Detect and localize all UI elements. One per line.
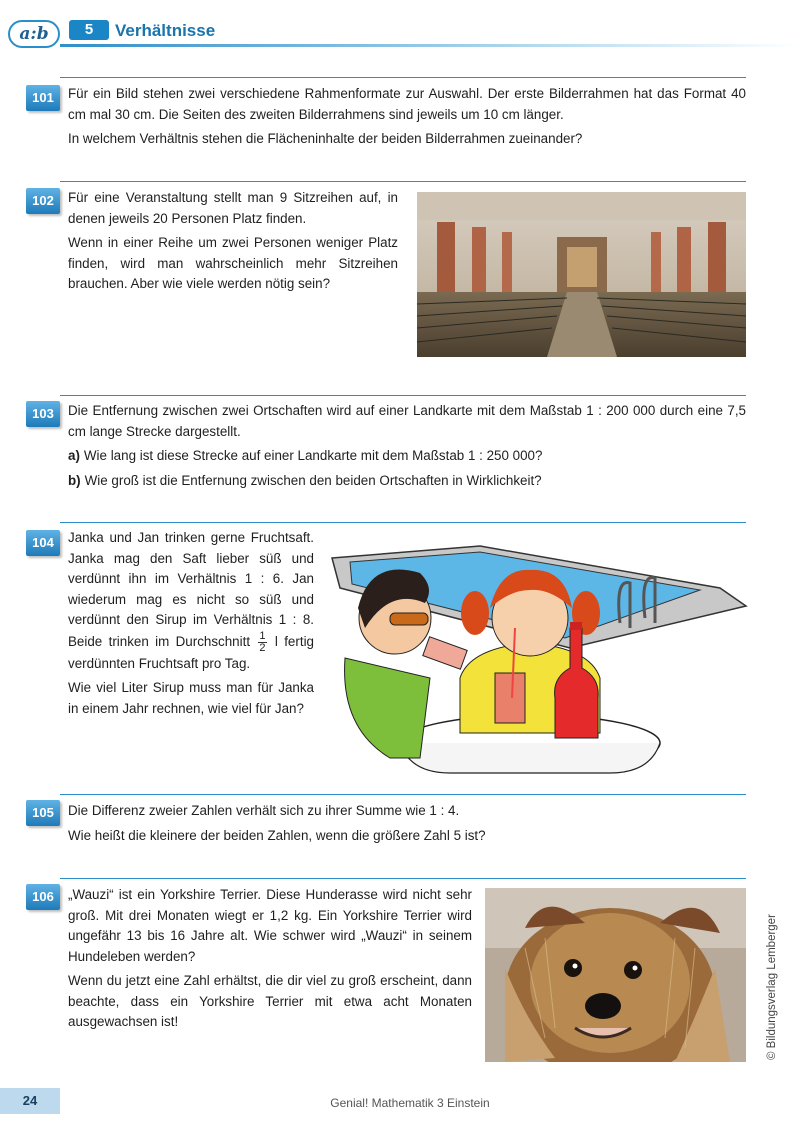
task-103-item-a	[68, 446, 746, 467]
task-106-paragraph: „Wauzi“ ist ein Yorkshire Terrier. Diese Hunderasse wird nicht sehr groß. Mit drei Monaten wiegt er 1,2 kg. Ein Yorkshire Terrier wird ungefähr 13 bis 16 Jahre alt. Wie schwer wird „Wauzi“ in seinem Hundeleben werden?	[68, 887, 472, 964]
header-rule	[60, 44, 800, 47]
task-106-rule	[60, 878, 746, 879]
task-103-text	[68, 401, 746, 495]
task-104-question: Wie viel Liter Sirup muss man für Janka in einem Jahr rechnen, wie viel für Jan?	[68, 680, 314, 716]
fraction-denominator: 2	[259, 641, 266, 654]
task-103-item-b-label: b)	[68, 472, 81, 488]
task-102-rule	[60, 181, 746, 182]
task-102-paragraph: Für eine Veranstaltung stellt man 9 Sitzreihen auf, in denen jeweils 20 Personen Platz finden.	[68, 190, 398, 226]
fraction-numerator: 1	[259, 629, 266, 642]
task-104-text	[68, 528, 314, 723]
task-106-number: 106	[26, 884, 60, 910]
task-104-text-before: Janka und Jan trinken gerne Fruchtsaft. Janka mag den Saft lieber süß und verdünnt ihn im Verhältnis 1 : 6. Jan wiederum mag es nicht so süß und verdünnt den Sirup im Verhältnis 1 : 8. Beide trinken im Durchschnitt	[68, 530, 314, 649]
task-101-question: In welchem Verhältnis stehen die Flächeninhalte der beiden Bilderrahmen zueinander?	[68, 131, 583, 146]
task-101-number: 101	[26, 85, 60, 111]
task-103-item-b-text: Wie groß ist die Entfernung zwischen den beiden Ortschaften in Wirklichkeit?	[84, 472, 542, 488]
fraction-half	[258, 631, 266, 654]
task-105-rule	[60, 794, 746, 795]
page-number: 24	[0, 1088, 60, 1114]
chapter-number: 5	[69, 20, 109, 40]
task-105-text	[68, 801, 746, 850]
book-title: Genial! Mathematik 3 Einstein	[330, 1096, 490, 1110]
task-106-text	[68, 885, 472, 1037]
chapter-title: Verhältnisse	[115, 21, 216, 40]
task-105-paragraph: Die Differenz zweier Zahlen verhält sich zu ihrer Summe wie 1 : 4.	[68, 803, 460, 818]
kids-drinking-illustration	[330, 528, 748, 778]
dog-photo	[485, 888, 746, 1062]
copyright-notice: © Bildungsverlag Lemberger	[766, 914, 778, 1060]
task-102-question: Wenn in einer Reihe um zwei Personen weniger Platz finden, wird man wahrscheinlich mehr Sitzreihen brauchen. Aber wie viele werden nötig sein?	[68, 235, 398, 291]
logo: a:b	[8, 20, 60, 48]
task-102-number: 102	[26, 188, 60, 214]
task-103-rule	[60, 395, 746, 396]
task-103-number: 103	[26, 401, 60, 427]
task-104-text-after: l fertig verdünnten Fruchtsaft pro Tag.	[68, 633, 314, 671]
task-103-item-a-label: a)	[68, 448, 80, 463]
task-104-rule	[60, 522, 746, 523]
task-101-rule	[60, 77, 746, 78]
task-102-text	[68, 188, 398, 299]
task-103-item-b	[68, 471, 746, 492]
task-105-question: Wie heißt die kleinere der beiden Zahlen, wenn die größere Zahl 5 ist?	[68, 827, 486, 843]
task-101-paragraph: Für ein Bild stehen zwei verschiedene Rahmenformate zur Auswahl. Der erste Bilderrahmen hat das Format 40 cm mal 30 cm. Die Seiten des zweiten Bilderrahmens sind jeweils um 10 cm länger.	[68, 86, 746, 122]
task-105-number: 105	[26, 800, 60, 826]
task-103-item-a-text: Wie lang ist diese Strecke auf einer Landkarte mit dem Maßstab 1 : 250 000?	[83, 448, 543, 463]
hall-photo	[417, 192, 746, 357]
task-101-text	[68, 84, 746, 154]
task-104-paragraph	[68, 528, 314, 674]
task-106-hint: Wenn du jetzt eine Zahl erhältst, die dir viel zu groß erscheint, dann beachte, dass ein Yorkshire Terrier mit etwa acht Monaten ausgewachsen ist!	[68, 973, 472, 1029]
task-103-paragraph: Die Entfernung zwischen zwei Ortschaften wird auf einer Landkarte mit dem Maßstab 1 : 200 000 durch eine 7,5 cm lange Strecke dargestellt.	[68, 403, 746, 439]
task-104-number: 104	[26, 530, 60, 556]
